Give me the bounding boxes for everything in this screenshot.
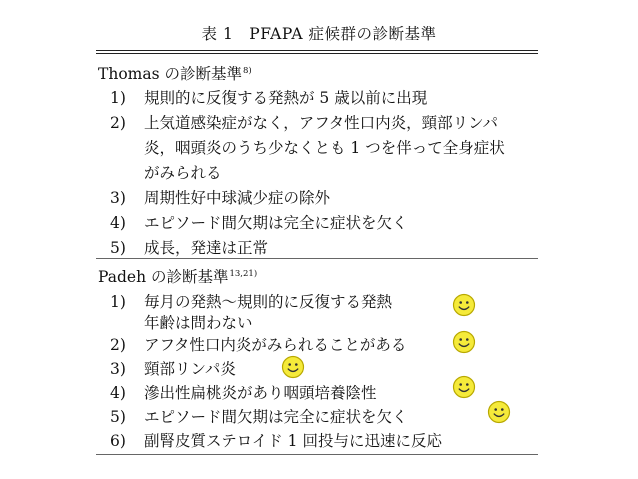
item-number: 1) [110, 293, 126, 311]
padeh-ref: 13,21) [229, 269, 258, 279]
section-divider [96, 258, 538, 259]
smiley-face-icon [452, 375, 476, 399]
padeh-item-2 [110, 333, 406, 355]
top-rule [96, 50, 538, 54]
item-number: 4) [110, 214, 126, 232]
item-text: アフタ性口内炎がみられることがある [144, 336, 407, 354]
item-text: 滲出性扁桃炎があり咽頭培養陰性 [144, 384, 377, 402]
item-text: 毎月の発熱～規則的に反復する発熱 [144, 293, 393, 311]
item-number: 6) [110, 432, 126, 450]
thomas-heading [98, 62, 252, 84]
item-text: 規則的に反復する発熱が 5 歳以前に出現 [144, 89, 428, 107]
thomas-item-2-line-3: がみられる [144, 164, 222, 182]
smiley-face-icon [452, 330, 476, 354]
item-number: 5) [110, 239, 126, 257]
item-text: エピソード間欠期は完全に症状を欠く [144, 408, 408, 426]
thomas-item-1 [110, 86, 427, 108]
item-number: 3) [110, 360, 126, 378]
item-number: 2) [110, 114, 126, 132]
padeh-item-1-line-2: 年齢は問わない [144, 314, 253, 332]
padeh-item-6 [110, 429, 442, 451]
item-text: 上気道感染症がなく，アフタ性口内炎，頸部リンパ [144, 114, 499, 132]
padeh-item-4 [110, 381, 377, 403]
item-number: 2) [110, 336, 126, 354]
padeh-item-1 [110, 290, 392, 312]
padeh-item-5 [110, 405, 408, 427]
padeh-heading-text: Padeh の診断基準 [98, 268, 229, 286]
item-text: エピソード間欠期は完全に症状を欠く [144, 214, 408, 232]
table-title: 表 1 PFAPA 症候群の診断基準 [201, 25, 437, 43]
item-number: 5) [110, 408, 126, 426]
padeh-heading [98, 265, 257, 287]
item-text: 頸部リンパ炎 [144, 360, 236, 378]
thomas-item-2 [110, 111, 498, 133]
smiley-face-icon [452, 293, 476, 317]
bottom-rule [96, 454, 538, 455]
thomas-heading-text: Thomas の診断基準 [98, 65, 242, 83]
padeh-item-3 [110, 357, 236, 379]
smiley-face-icon [487, 400, 511, 424]
thomas-item-5 [110, 236, 268, 258]
thomas-item-2-line-2: 炎，咽頭炎のうち少なくとも 1 つを伴って全身症状 [144, 139, 505, 157]
item-number: 1) [110, 89, 126, 107]
smiley-face-icon [281, 355, 305, 379]
item-number: 4) [110, 384, 126, 402]
item-text: 副腎皮質ステロイド 1 回投与に迅速に反応 [144, 432, 442, 450]
thomas-item-3 [110, 186, 330, 208]
item-text: 成長，発達は正常 [144, 239, 269, 257]
item-number: 3) [110, 189, 126, 207]
item-text: 周期性好中球減少症の除外 [144, 189, 331, 207]
thomas-ref: 8) [242, 66, 252, 76]
thomas-item-4 [110, 211, 408, 233]
